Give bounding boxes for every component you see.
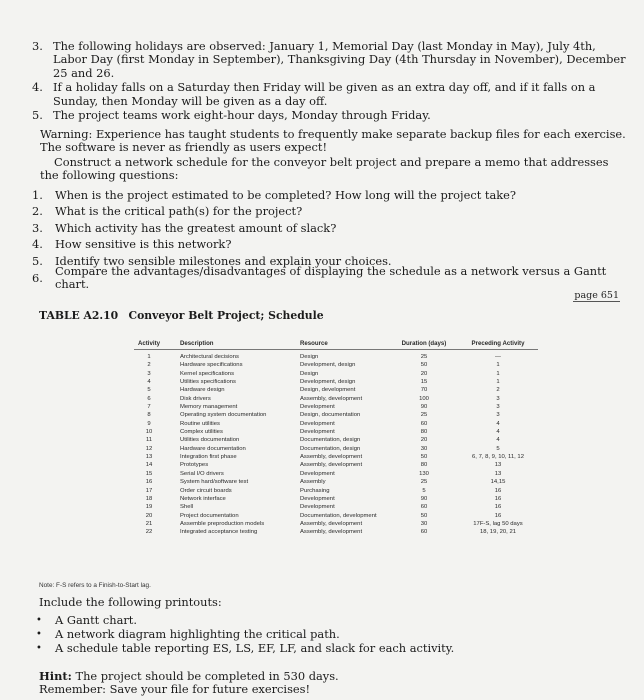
description-column [180, 353, 292, 537]
cell-act: 20 [145, 512, 153, 519]
cell-res: Design, documentation [300, 412, 361, 419]
question-number: 6. [32, 270, 43, 285]
instructions-paragraph: Construct a network schedule for the conveyor belt project and prepare a memo that addresses the following questions: [40, 155, 609, 183]
cell-desc: Network interface [180, 495, 226, 502]
cell-pre: 13 [494, 462, 502, 469]
cell-res: Development [300, 429, 335, 436]
header-duration: Duration (days) [401, 340, 447, 347]
cell-pre: 18, 19, 20, 21 [479, 529, 517, 536]
printouts-heading: Include the following printouts: [39, 595, 222, 609]
question-text: Compare the advantages/disadvantages of displaying the schedule as a network versus a Gantt chart. [55, 263, 607, 292]
cell-act: 7 [147, 404, 151, 411]
item-text: If a holiday falls on a Saturday then Friday will be given as an extra day off, and if it falls on a Sunday, then Monday will be given as a day off. [53, 80, 596, 108]
cell-desc: Utilities documentation [180, 437, 240, 444]
printout-text: A schedule table reporting ES, LS, EF, LF, and slack for each activity. [55, 641, 455, 656]
cell-res: Design [300, 354, 319, 360]
page-reference-link[interactable]: page 651 [574, 290, 619, 301]
cell-act: 13 [145, 454, 153, 461]
cell-res: Development, design [300, 362, 356, 369]
question-item [32, 220, 632, 237]
cell-desc: Integration first phase [180, 454, 237, 461]
bullet-icon: • [36, 643, 42, 655]
cell-act: 14 [145, 462, 153, 469]
cell-act: 9 [147, 420, 151, 427]
cell-dur: 20 [420, 370, 428, 377]
cell-act: 19 [145, 504, 153, 511]
bullet-icon: • [36, 629, 42, 641]
cell-dur: 130 [419, 470, 429, 477]
cell-res: Assembly, development [300, 520, 363, 527]
question-number: 5. [32, 253, 43, 268]
question-item [32, 237, 632, 254]
cell-pre: 16 [494, 512, 502, 519]
question-item [32, 263, 632, 292]
cell-pre: 4 [496, 420, 500, 427]
cell-pre: 14,15 [490, 479, 506, 486]
item-number: 3. [32, 39, 43, 53]
cell-desc: Memory management [180, 404, 238, 411]
cell-dur: 20 [420, 437, 428, 444]
cell-pre: 13 [494, 470, 502, 477]
assumption-item [32, 40, 628, 80]
hint-block [39, 670, 339, 697]
assumptions-list [32, 40, 628, 123]
cell-pre: 4 [496, 437, 500, 444]
questions-list [32, 187, 632, 292]
printout-item [36, 642, 636, 656]
cell-res: Documentation, design [300, 437, 361, 444]
cell-res: Purchasing [300, 487, 330, 494]
cell-desc: Utilities specifications [180, 379, 236, 386]
reminder-line: Remember: Save your file for future exercises! [39, 682, 311, 697]
question-text: What is the critical path(s) for the project? [55, 204, 303, 219]
question-number: 1. [32, 187, 43, 202]
printout-text: A network diagram highlighting the critical path. [55, 627, 340, 642]
table-caption [39, 309, 324, 322]
question-item [32, 204, 632, 221]
printout-item [36, 614, 636, 628]
cell-act: 5 [147, 387, 151, 394]
cell-act: 4 [147, 379, 151, 386]
cell-pre: 3 [496, 404, 500, 411]
question-text: Identify two sensible milestones and explain your choices. [55, 253, 392, 268]
cell-act: 21 [145, 520, 153, 527]
cell-dur: 100 [419, 395, 429, 402]
cell-desc: Kernel specifications [180, 370, 235, 377]
cell-dur: 70 [420, 387, 428, 394]
question-text: When is the project estimated to be completed? How long will the project take? [55, 187, 517, 202]
header-description: Description [180, 340, 214, 347]
assumption-item [32, 81, 628, 108]
cell-res: Development [300, 404, 335, 411]
cell-res: Design, development [300, 387, 356, 394]
hint-text: The project should be completed in 530 days. [75, 669, 339, 683]
cell-dur: 90 [420, 495, 428, 502]
cell-res: Development [300, 504, 335, 511]
cell-act: 11 [145, 437, 153, 444]
cell-dur: 80 [420, 429, 428, 436]
cell-pre: 5 [496, 445, 500, 452]
cell-desc: Integrated acceptance testing [180, 529, 258, 536]
question-text: How sensitive is this network? [55, 237, 232, 252]
cell-pre: 3 [496, 395, 500, 402]
table-label: TABLE A2.10 [39, 309, 119, 322]
cell-desc: Serial I/O drivers [180, 470, 224, 477]
item-text: The following holidays are observed: January 1, Memorial Day (last Monday in May), July 4th, Labor Day (first Monday in September), Thanksgiving Day (4th Thursday in November), December 25 and 26. [53, 39, 626, 80]
cell-act: 3 [147, 370, 151, 377]
item-number: 5. [32, 108, 43, 123]
cell-desc: Shell [180, 504, 194, 511]
cell-desc: Disk drivers [180, 395, 211, 402]
cell-pre: — [495, 354, 501, 360]
cell-pre: 3 [496, 412, 500, 419]
printout-item [36, 628, 636, 642]
cell-dur: 5 [422, 487, 426, 494]
cell-desc: Project documentation [180, 512, 239, 519]
assumption-item [32, 109, 628, 122]
cell-act: 10 [145, 429, 153, 436]
cell-act: 2 [147, 362, 151, 369]
cell-res: Assembly, development [300, 395, 363, 402]
cell-pre: 1 [496, 370, 500, 377]
cell-act: 16 [145, 479, 153, 486]
cell-res: Documentation, development [300, 512, 377, 519]
cell-pre: 6, 7, 8, 9, 10, 11, 12 [472, 454, 524, 461]
cell-desc: Complex utilities [180, 429, 223, 436]
cell-dur: 90 [420, 404, 428, 411]
cell-act: 12 [145, 445, 153, 452]
cell-desc: Routine utilities [180, 420, 220, 427]
resource-column [300, 353, 396, 537]
header-activity: Activity [137, 340, 160, 347]
cell-dur: 60 [420, 420, 428, 427]
cell-pre: 16 [494, 504, 502, 511]
printout-text: A Gantt chart. [55, 613, 137, 628]
item-text: The project teams work eight-hour days, Monday through Friday. [53, 108, 431, 123]
table-note: Note: F-S refers to a Finish-to-Start lag. [39, 582, 151, 589]
schedule-table [134, 337, 538, 573]
cell-desc: System hard/software test [180, 479, 249, 486]
cell-dur: 25 [420, 354, 428, 360]
cell-desc: Hardware documentation [180, 445, 246, 452]
cell-desc: Assemble preproduction models [180, 520, 265, 527]
cell-act: 22 [145, 529, 153, 536]
cell-desc: Hardware specifications [180, 362, 243, 369]
question-number: 4. [32, 237, 43, 252]
hint-label: Hint: [39, 669, 72, 683]
header-rule [134, 349, 538, 350]
cell-act: 17 [145, 487, 153, 494]
question-item [32, 187, 632, 204]
cell-res: Development, design [300, 379, 356, 386]
cell-dur: 30 [420, 520, 428, 527]
cell-dur: 60 [420, 529, 428, 536]
cell-dur: 25 [420, 412, 428, 419]
cell-act: 8 [147, 412, 151, 419]
cell-act: 18 [145, 495, 153, 502]
cell-pre: 1 [496, 362, 500, 369]
cell-res: Assembly, development [300, 454, 363, 461]
cell-pre: 2 [496, 387, 500, 394]
cell-desc: Prototypes [180, 462, 209, 469]
cell-dur: 80 [420, 462, 428, 469]
cell-pre: 4 [496, 429, 500, 436]
cell-res: Development [300, 470, 335, 477]
cell-res: Assembly, development [300, 529, 363, 536]
cell-pre: 16 [494, 495, 502, 502]
question-text: Which activity has the greatest amount of slack? [55, 220, 337, 235]
cell-dur: 30 [420, 445, 428, 452]
cell-res: Design [300, 370, 319, 377]
cell-dur: 60 [420, 504, 428, 511]
printouts-list [36, 614, 636, 656]
cell-dur: 50 [420, 512, 428, 519]
duration-column [396, 353, 452, 537]
cell-res: Documentation, design [300, 445, 361, 452]
question-number: 2. [32, 204, 43, 219]
cell-res: Assembly, development [300, 462, 363, 469]
cell-res: Assembly [300, 479, 326, 486]
cell-desc: Hardware design [180, 387, 225, 394]
cell-pre: 16 [494, 487, 502, 494]
header-resource: Resource [300, 340, 328, 347]
cell-act: 15 [145, 470, 153, 477]
cell-pre: 1 [496, 379, 500, 386]
cell-dur: 15 [420, 379, 428, 386]
question-number: 3. [32, 220, 43, 235]
preceding-column [460, 353, 536, 537]
cell-act: 6 [147, 395, 151, 402]
table-title: Conveyor Belt Project; Schedule [128, 309, 324, 322]
item-number: 4. [32, 80, 43, 95]
cell-act: 1 [147, 354, 151, 360]
header-preceding: Preceding Activity [471, 340, 525, 347]
cell-desc: Architectural decisions [180, 354, 239, 360]
warning-paragraph: Warning: Experience has taught students to frequently make separate backup files for each exercise. The software is never as friendly as users expect! [40, 127, 626, 155]
hint-line [39, 670, 339, 683]
cell-pre: 17F-S, lag 50 days [473, 520, 523, 527]
cell-res: Development [300, 420, 335, 427]
cell-res: Development [300, 495, 335, 502]
cell-desc: Order circuit boards [180, 487, 232, 494]
cell-dur: 50 [420, 454, 428, 461]
cell-desc: Operating system documentation [180, 412, 267, 419]
bullet-icon: • [36, 615, 42, 627]
cell-dur: 25 [420, 479, 428, 486]
activity-column [138, 353, 160, 537]
cell-dur: 50 [420, 362, 428, 369]
